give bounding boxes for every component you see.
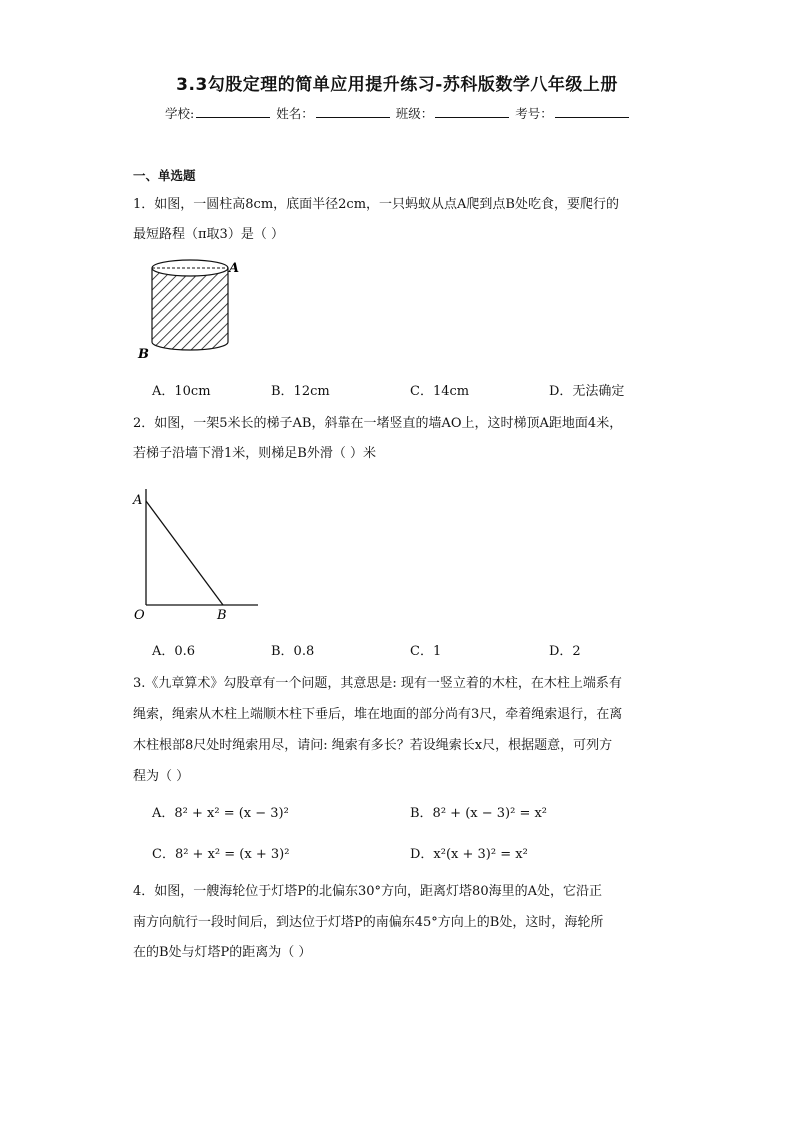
- q3-line-4: 程为（ ）: [133, 769, 190, 784]
- q4-line-1: 4．如图，一艘海轮位于灯塔P的北偏东30°方向，距离灯塔80海里的A处，它沿正: [133, 884, 602, 899]
- q2-line-2: 若梯子沿墙下滑1米，则梯足B外滑（ ）米: [133, 446, 376, 461]
- q1-line-2: 最短路程（π取3）是（ ）: [133, 227, 284, 242]
- name-blank[interactable]: [316, 105, 390, 118]
- page-title: 3.3勾股定理的简单应用提升练习-苏科版数学八年级上册: [176, 75, 618, 95]
- q3-option-b[interactable]: B．8² + (x − 3)² = x²: [410, 806, 548, 821]
- q3-option-d[interactable]: D．x²(x + 3)² = x²: [410, 847, 528, 862]
- q1-label-a: A: [229, 261, 240, 276]
- school-label: 学校:: [165, 106, 195, 121]
- q1-label-b: B: [138, 347, 149, 362]
- q3-line-3: 木柱根部8尺处时绳索用尽，请问: 绳索有多长？若设绳索长x尺，根据题意，可列方: [133, 738, 613, 753]
- q2-label-o: O: [134, 608, 145, 623]
- q3-line-2: 绳索，绳索从木柱上端顺木柱下垂后，堆在地面的部分尚有3尺，牵着绳索退行，在离: [133, 707, 623, 722]
- q2-option-d[interactable]: D．2: [549, 644, 581, 659]
- q2-option-c[interactable]: C．1: [410, 644, 442, 659]
- q2-label-b: B: [217, 608, 227, 623]
- school-blank[interactable]: [196, 105, 270, 118]
- exam-number-blank[interactable]: [555, 105, 629, 118]
- q4-line-3: 在的B处与灯塔P的距离为（ ）: [133, 945, 312, 960]
- section-heading: 一、单选题: [133, 168, 196, 183]
- q1-option-c[interactable]: C．14cm: [410, 384, 470, 399]
- class-label: 班级：: [395, 106, 434, 121]
- q2-line-1: 2．如图，一架5米长的梯子AB，斜靠在一堵竖直的墙AO上，这时梯顶A距地面4米，: [133, 416, 623, 431]
- q3-option-a[interactable]: A．8² + x² = (x − 3)²: [152, 806, 289, 821]
- q1-cylinder-figure: [130, 252, 250, 367]
- q2-ladder-figure: [130, 485, 265, 625]
- class-blank[interactable]: [435, 105, 509, 118]
- q1-option-d[interactable]: D．无法确定: [549, 384, 625, 399]
- q2-label-a: A: [133, 493, 143, 508]
- student-info-row: [165, 104, 631, 122]
- exam-number-label: 考号：: [515, 106, 553, 121]
- q3-option-c[interactable]: C．8² + x² = (x + 3)²: [152, 847, 290, 862]
- q4-line-2: 南方向航行一段时间后，到达位于灯塔P的南偏东45°方向上的B处，这时，海轮所: [133, 915, 604, 930]
- q2-option-b[interactable]: B．0.8: [271, 644, 315, 659]
- q2-option-a[interactable]: A．0.6: [152, 644, 196, 659]
- q1-option-a[interactable]: A．10cm: [152, 384, 211, 399]
- q1-line-1: 1．如图，一圆柱高8cm，底面半径2cm，一只蚂蚁从点A爬到点B处吃食，要爬行的: [133, 197, 619, 212]
- name-label: 姓名：: [276, 106, 314, 121]
- q1-option-b[interactable]: B．12cm: [271, 384, 330, 399]
- q3-line-1: 3.《九章算术》勾股章有一个问题，其意思是: 现有一竖立着的木柱，在木柱上端系有: [133, 676, 622, 691]
